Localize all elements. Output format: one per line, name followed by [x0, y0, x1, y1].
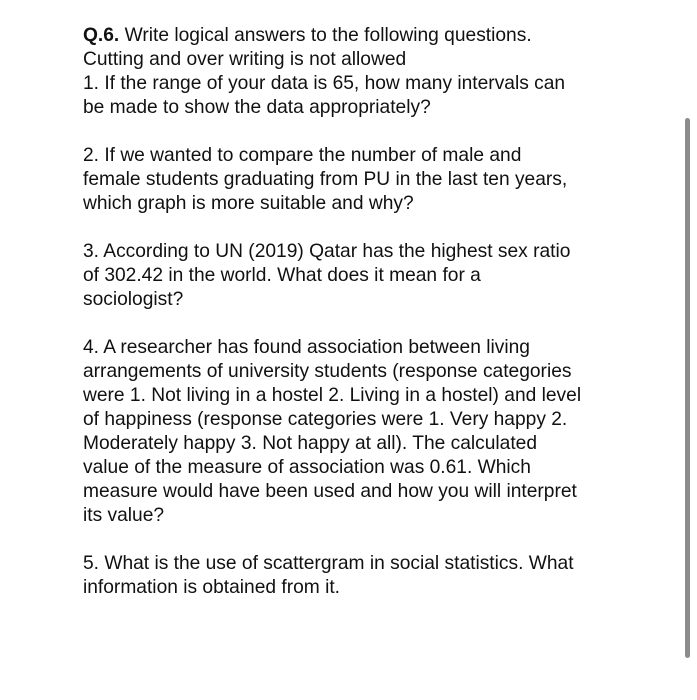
item-2-line-1: 2. If we wanted to compare the number of male and [83, 145, 522, 166]
item-3-line-2: of 302.42 in the world. What does it mean for a [83, 265, 481, 286]
item-4-line-3: were 1. Not living in a hostel 2. Living in a hostel) and level [83, 385, 582, 406]
paragraph-gap [83, 312, 643, 336]
item-4-line-6: value of the measure of association was 0.61. Which [83, 457, 531, 478]
question-item-4 [83, 336, 643, 528]
vertical-scrollbar[interactable] [685, 118, 690, 658]
item-4-line-1: 4. A researcher has found association between living [83, 337, 530, 358]
heading-text: Write logical answers to the following questions. [119, 25, 532, 46]
paragraph-gap [83, 528, 643, 552]
question-item-3 [83, 240, 643, 312]
item-4-line-4: of happiness (response categories were 1. Very happy 2. [83, 409, 568, 430]
item-3-line-3: sociologist? [83, 289, 184, 310]
question-number: Q.6. [83, 25, 120, 46]
item-5-line-2: information is obtained from it. [83, 577, 341, 598]
document-body [83, 24, 643, 600]
item-4-line-5: Moderately happy 3. Not happy at all). The calculated [83, 433, 538, 454]
item-5-line-1: 5. What is the use of scattergram in social statistics. What [83, 553, 574, 574]
item-2-line-3: which graph is more suitable and why? [83, 193, 414, 214]
question-heading [83, 24, 643, 72]
paragraph-gap [83, 120, 643, 144]
item-4-line-2: arrangements of university students (response categories [83, 361, 572, 382]
item-4-line-7: measure would have been used and how you will interpret [83, 481, 577, 502]
item-4-line-8: its value? [83, 505, 165, 526]
item-1-line-2: be made to show the data appropriately? [83, 97, 431, 118]
question-item-2 [83, 144, 643, 216]
item-1-line-1: 1. If the range of your data is 65, how many intervals can [83, 73, 566, 94]
question-item-5 [83, 552, 643, 600]
heading-line-2: Cutting and over writing is not allowed [83, 49, 407, 70]
paragraph-gap [83, 216, 643, 240]
heading-line-1 [83, 24, 643, 48]
question-item-1 [83, 72, 643, 120]
item-2-line-2: female students graduating from PU in the last ten years, [83, 169, 568, 190]
item-3-line-1: 3. According to UN (2019) Qatar has the highest sex ratio [83, 241, 571, 262]
